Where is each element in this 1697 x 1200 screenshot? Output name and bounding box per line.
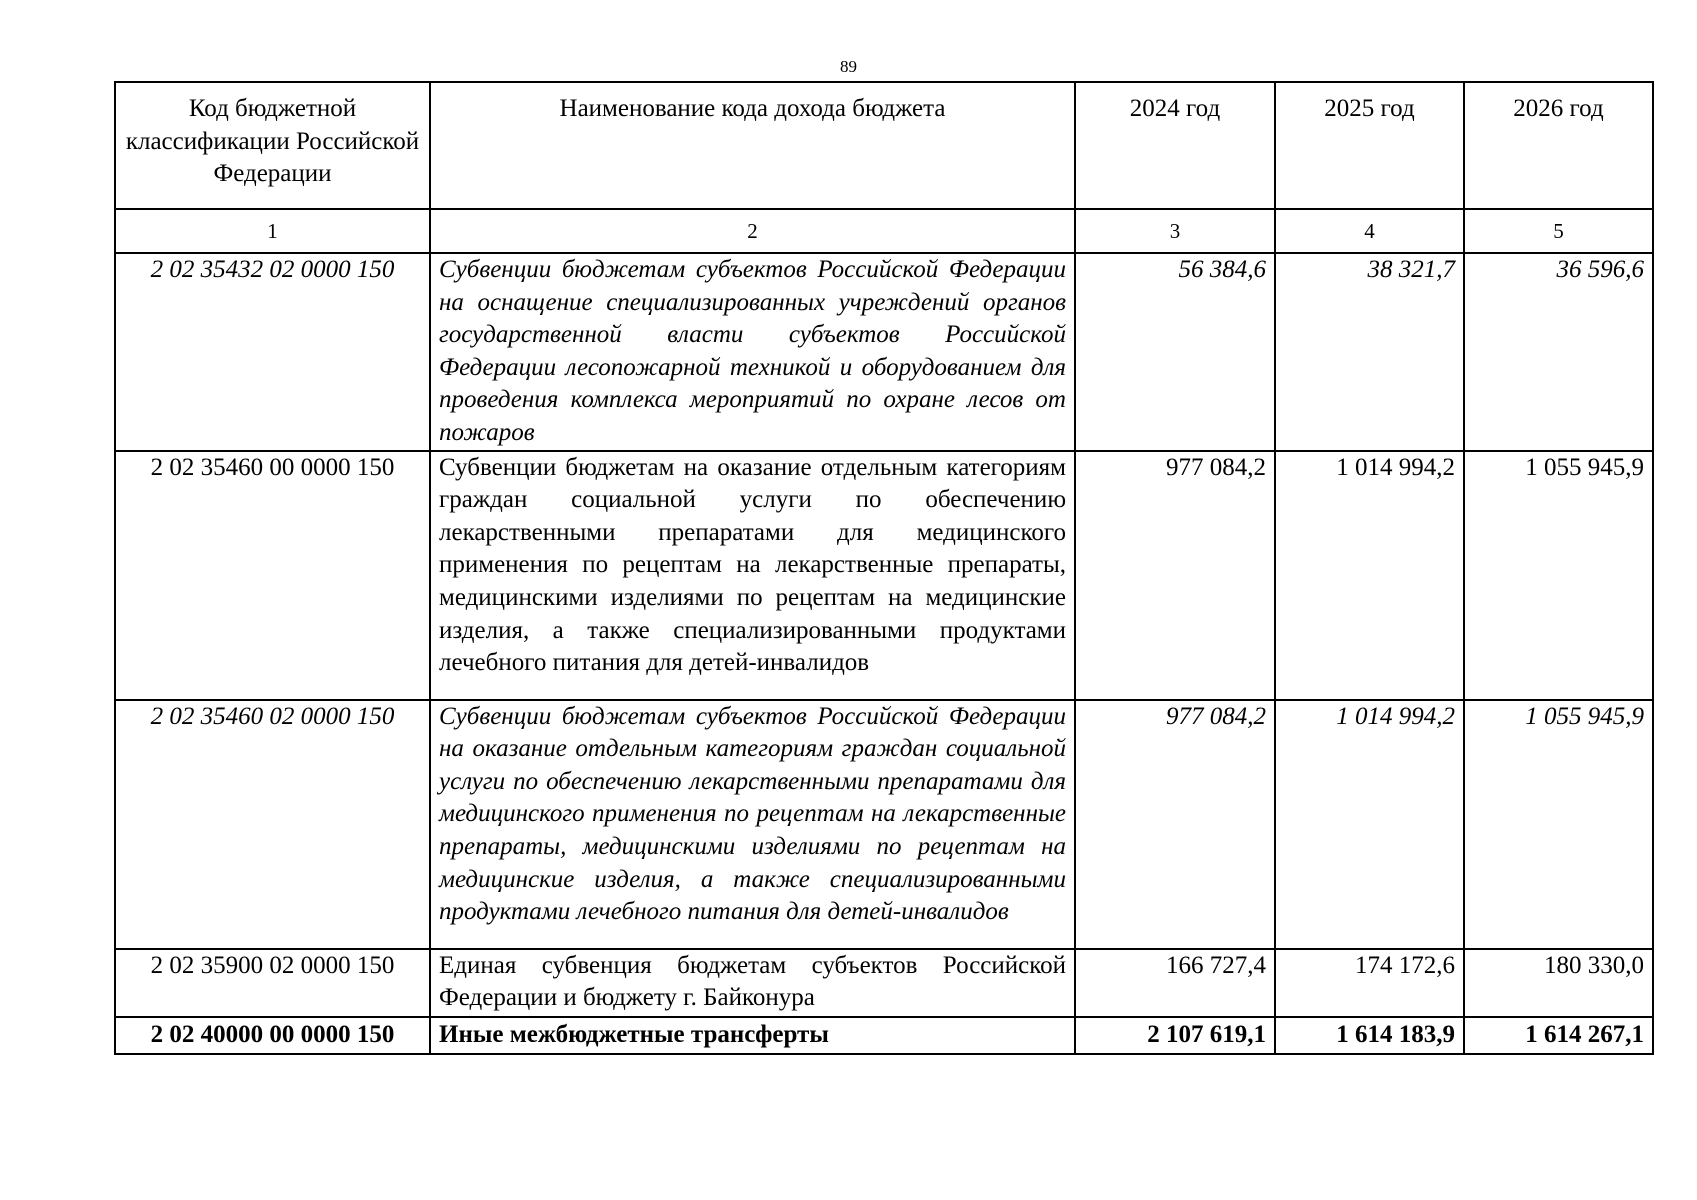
table-header-row [115, 82, 1653, 209]
value-2026: 36 596,6 [1464, 253, 1653, 451]
income-name: Субвенции бюджетам субъектов Российской Федерации на оснащение специализированных учреждений органов государственной власти субъектов Российской Федерации лесопожарной техникой и оборудованием для проведения комплекса мероприятий по охране лесов от пожаров [430, 253, 1075, 451]
column-number: 5 [1464, 209, 1653, 253]
value-2026: 1 614 267,1 [1464, 1017, 1653, 1054]
value-2024: 166 727,4 [1075, 949, 1275, 1017]
budget-code: 2 02 35460 00 0000 150 [115, 451, 430, 700]
value-2026: 1 055 945,9 [1464, 451, 1653, 700]
income-name: Субвенции бюджетам субъектов Российской Федерации на оказание отдельным категориям граждан социальной услуги по обеспечению лекарственными препаратами для медицинского применения по рецептам на лекарственные препараты, медицинскими изделиями по рецептам на медицинские изделия, а также специализированными продуктами лечебного питания для детей-инвалидов [430, 700, 1075, 949]
value-2024: 977 084,2 [1075, 700, 1275, 949]
value-2026: 180 330,0 [1464, 949, 1653, 1017]
income-name: Единая субвенция бюджетам субъектов Российской Федерации и бюджету г. Байконура [430, 949, 1075, 1017]
value-2026: 1 055 945,9 [1464, 700, 1653, 949]
header-2024: 2024 год [1075, 82, 1275, 209]
value-2025: 38 321,7 [1275, 253, 1464, 451]
header-name: Наименование кода дохода бюджета [430, 82, 1075, 209]
budget-code: 2 02 40000 00 0000 150 [115, 1017, 430, 1054]
table-row [115, 700, 1653, 949]
table-row [115, 949, 1653, 1017]
value-2025: 1 014 994,2 [1275, 451, 1464, 700]
value-2024: 977 084,2 [1075, 451, 1275, 700]
table-row [115, 1017, 1653, 1054]
header-code: Код бюджетной классификации Российской Федерации [115, 82, 430, 209]
budget-revenue-table [114, 81, 1654, 1055]
value-2025: 1 614 183,9 [1275, 1017, 1464, 1054]
column-number: 1 [115, 209, 430, 253]
budget-code: 2 02 35460 02 0000 150 [115, 700, 430, 949]
column-number: 3 [1075, 209, 1275, 253]
header-2025: 2025 год [1275, 82, 1464, 209]
page-number: 89 [840, 57, 857, 76]
column-number: 2 [430, 209, 1075, 253]
value-2025: 1 014 994,2 [1275, 700, 1464, 949]
header-2026: 2026 год [1464, 82, 1653, 209]
table-row [115, 451, 1653, 700]
value-2024: 2 107 619,1 [1075, 1017, 1275, 1054]
table-row [115, 253, 1653, 451]
budget-code: 2 02 35900 02 0000 150 [115, 949, 430, 1017]
value-2024: 56 384,6 [1075, 253, 1275, 451]
budget-code: 2 02 35432 02 0000 150 [115, 253, 430, 451]
table-body [115, 253, 1653, 1054]
value-2025: 174 172,6 [1275, 949, 1464, 1017]
column-number-row [115, 209, 1653, 253]
income-name: Субвенции бюджетам на оказание отдельным категориям граждан социальной услуги по обеспечению лекарственными препаратами для медицинского применения по рецептам на лекарственные препараты, медицинскими изделиями по рецептам на медицинские изделия, а также специализированными продуктами лечебного питания для детей-инвалидов [430, 451, 1075, 700]
income-name: Иные межбюджетные трансферты [430, 1017, 1075, 1054]
column-number: 4 [1275, 209, 1464, 253]
